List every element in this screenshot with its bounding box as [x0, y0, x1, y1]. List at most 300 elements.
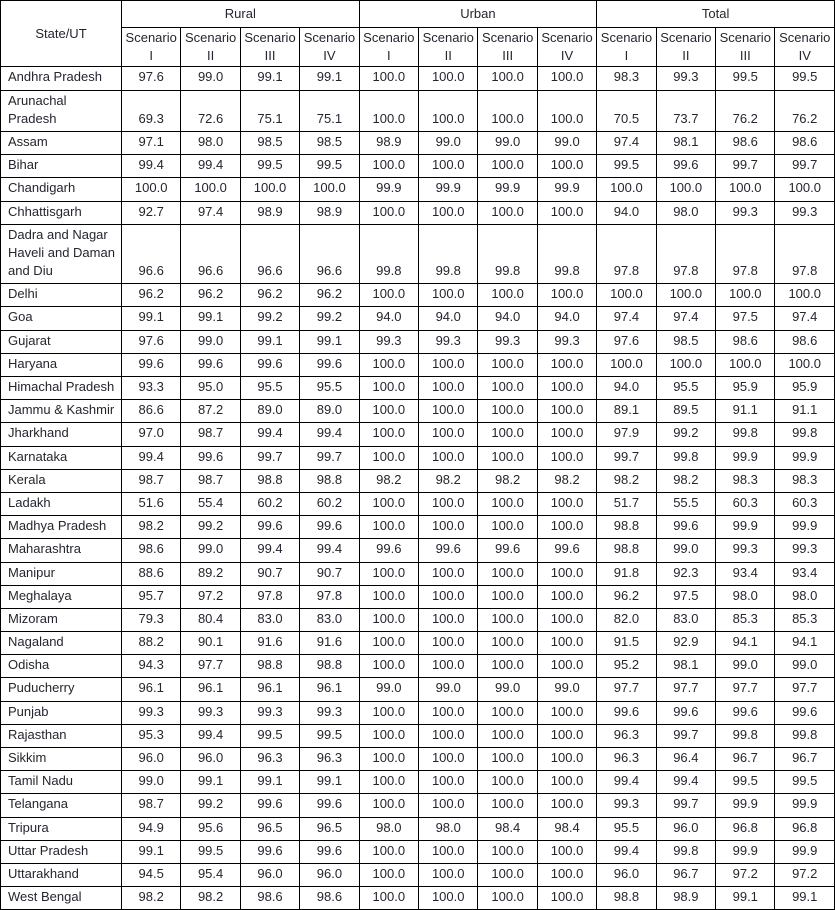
value-cell: 87.2: [181, 400, 240, 423]
value-cell: 96.6: [240, 224, 299, 284]
value-cell: 100.0: [359, 155, 418, 178]
value-cell: 99.8: [775, 423, 835, 446]
value-cell: 100.0: [478, 90, 537, 131]
value-cell: 97.8: [597, 224, 656, 284]
scenario-header-total-3: Scenario III: [716, 28, 775, 67]
table-row: [1, 446, 835, 469]
value-cell: 98.0: [359, 817, 418, 840]
value-cell: 97.8: [716, 224, 775, 284]
value-cell: 97.4: [775, 307, 835, 330]
state-name: Meghalaya: [1, 585, 122, 608]
table-row: [1, 330, 835, 353]
value-cell: 97.7: [597, 678, 656, 701]
value-cell: 98.6: [716, 131, 775, 154]
group-header-urban: Urban: [359, 1, 597, 28]
value-cell: 99.4: [122, 155, 181, 178]
value-cell: 95.5: [597, 817, 656, 840]
value-cell: 99.6: [359, 539, 418, 562]
value-cell: 99.7: [775, 155, 835, 178]
value-cell: 98.9: [300, 201, 359, 224]
value-cell: 100.0: [656, 284, 715, 307]
value-cell: 96.2: [122, 284, 181, 307]
value-cell: 100.0: [478, 771, 537, 794]
value-cell: 99.3: [716, 201, 775, 224]
value-cell: 100.0: [359, 840, 418, 863]
group-header-row: [1, 1, 835, 28]
value-cell: 100.0: [478, 863, 537, 886]
value-cell: 99.3: [716, 539, 775, 562]
table-row: [1, 817, 835, 840]
value-cell: 55.4: [181, 492, 240, 515]
value-cell: 60.2: [300, 492, 359, 515]
value-cell: 89.1: [597, 400, 656, 423]
value-cell: 100.0: [537, 423, 596, 446]
value-cell: 99.8: [775, 724, 835, 747]
value-cell: 99.5: [300, 724, 359, 747]
value-cell: 96.1: [122, 678, 181, 701]
value-cell: 100.0: [537, 492, 596, 515]
value-cell: 100.0: [478, 492, 537, 515]
value-cell: 100.0: [478, 632, 537, 655]
table-row: [1, 307, 835, 330]
value-cell: 99.7: [656, 724, 715, 747]
value-cell: 100.0: [537, 608, 596, 631]
value-cell: 99.6: [240, 840, 299, 863]
table-row: [1, 155, 835, 178]
value-cell: 100.0: [775, 178, 835, 201]
value-cell: 100.0: [537, 562, 596, 585]
state-name: Gujarat: [1, 330, 122, 353]
value-cell: 95.6: [181, 817, 240, 840]
value-cell: 100.0: [240, 178, 299, 201]
value-cell: 97.1: [122, 131, 181, 154]
scenario-header-total-4: Scenario IV: [775, 28, 835, 67]
value-cell: 95.7: [122, 585, 181, 608]
group-header-total: Total: [597, 1, 835, 28]
value-cell: 100.0: [478, 701, 537, 724]
value-cell: 96.6: [122, 224, 181, 284]
value-cell: 99.1: [181, 307, 240, 330]
value-cell: 97.8: [656, 224, 715, 284]
value-cell: 100.0: [419, 446, 478, 469]
value-cell: 99.9: [716, 794, 775, 817]
value-cell: 99.0: [181, 539, 240, 562]
value-cell: 99.3: [597, 794, 656, 817]
value-cell: 100.0: [359, 201, 418, 224]
value-cell: 99.6: [181, 353, 240, 376]
value-cell: 100.0: [359, 562, 418, 585]
value-cell: 97.8: [300, 585, 359, 608]
state-name: Tamil Nadu: [1, 771, 122, 794]
value-cell: 98.8: [300, 655, 359, 678]
value-cell: 97.2: [181, 585, 240, 608]
table-row: [1, 863, 835, 886]
value-cell: 89.0: [240, 400, 299, 423]
value-cell: 100.0: [537, 701, 596, 724]
value-cell: 51.7: [597, 492, 656, 515]
value-cell: 99.5: [597, 155, 656, 178]
state-name: Karnataka: [1, 446, 122, 469]
value-cell: 98.8: [240, 655, 299, 678]
value-cell: 89.2: [181, 562, 240, 585]
value-cell: 99.5: [240, 155, 299, 178]
value-cell: 99.4: [240, 539, 299, 562]
value-cell: 98.0: [181, 131, 240, 154]
value-cell: 100.0: [537, 794, 596, 817]
value-cell: 99.3: [656, 67, 715, 90]
value-cell: 99.3: [240, 701, 299, 724]
value-cell: 90.7: [300, 562, 359, 585]
value-cell: 99.9: [775, 840, 835, 863]
table-row: [1, 678, 835, 701]
value-cell: 100.0: [419, 887, 478, 910]
value-cell: 99.4: [300, 539, 359, 562]
table-row: [1, 353, 835, 376]
value-cell: 99.7: [300, 446, 359, 469]
value-cell: 99.1: [122, 307, 181, 330]
value-cell: 100.0: [478, 155, 537, 178]
value-cell: 99.6: [300, 840, 359, 863]
value-cell: 94.1: [716, 632, 775, 655]
value-cell: 96.6: [300, 224, 359, 284]
value-cell: 100.0: [359, 863, 418, 886]
value-cell: 96.3: [597, 724, 656, 747]
scenario-header-rural-1: Scenario I: [122, 28, 181, 67]
value-cell: 96.2: [597, 585, 656, 608]
value-cell: 94.5: [122, 863, 181, 886]
value-cell: 99.8: [419, 224, 478, 284]
value-cell: 85.3: [775, 608, 835, 631]
value-cell: 99.5: [716, 67, 775, 90]
value-cell: 60.2: [240, 492, 299, 515]
value-cell: 99.6: [716, 701, 775, 724]
value-cell: 99.9: [419, 178, 478, 201]
scenario-header-rural-4: Scenario IV: [300, 28, 359, 67]
table-row: [1, 400, 835, 423]
value-cell: 97.5: [656, 585, 715, 608]
table-row: [1, 887, 835, 910]
value-cell: 100.0: [419, 562, 478, 585]
value-cell: 100.0: [656, 353, 715, 376]
value-cell: 99.6: [300, 516, 359, 539]
value-cell: 95.4: [181, 863, 240, 886]
value-cell: 100.0: [537, 863, 596, 886]
value-cell: 99.6: [656, 516, 715, 539]
value-cell: 100.0: [537, 377, 596, 400]
value-cell: 98.2: [181, 887, 240, 910]
value-cell: 100.0: [656, 178, 715, 201]
value-cell: 82.0: [597, 608, 656, 631]
value-cell: 99.8: [716, 724, 775, 747]
value-cell: 75.1: [240, 90, 299, 131]
value-cell: 91.8: [597, 562, 656, 585]
value-cell: 99.9: [359, 178, 418, 201]
state-name: Tripura: [1, 817, 122, 840]
value-cell: 98.2: [478, 469, 537, 492]
value-cell: 96.7: [716, 748, 775, 771]
value-cell: 96.3: [597, 748, 656, 771]
table-row: [1, 585, 835, 608]
value-cell: 96.0: [181, 748, 240, 771]
value-cell: 100.0: [419, 585, 478, 608]
value-cell: 97.9: [597, 423, 656, 446]
value-cell: 96.0: [597, 863, 656, 886]
value-cell: 76.2: [716, 90, 775, 131]
value-cell: 99.1: [300, 330, 359, 353]
value-cell: 100.0: [478, 516, 537, 539]
value-cell: 99.1: [716, 887, 775, 910]
value-cell: 98.8: [597, 539, 656, 562]
value-cell: 100.0: [597, 353, 656, 376]
value-cell: 98.0: [716, 585, 775, 608]
value-cell: 100.0: [419, 748, 478, 771]
value-cell: 90.1: [181, 632, 240, 655]
state-name: Goa: [1, 307, 122, 330]
value-cell: 97.4: [656, 307, 715, 330]
value-cell: 97.7: [775, 678, 835, 701]
value-cell: 100.0: [537, 400, 596, 423]
value-cell: 98.3: [775, 469, 835, 492]
value-cell: 80.4: [181, 608, 240, 631]
value-cell: 99.9: [478, 178, 537, 201]
value-cell: 91.1: [716, 400, 775, 423]
value-cell: 100.0: [478, 608, 537, 631]
value-cell: 100.0: [419, 724, 478, 747]
value-cell: 99.2: [656, 423, 715, 446]
scenario-header-row: [1, 28, 835, 67]
value-cell: 96.7: [775, 748, 835, 771]
value-cell: 98.9: [240, 201, 299, 224]
value-cell: 92.3: [656, 562, 715, 585]
group-header-rural: Rural: [122, 1, 360, 28]
state-name: Maharashtra: [1, 539, 122, 562]
value-cell: 98.2: [122, 516, 181, 539]
state-name: Punjab: [1, 701, 122, 724]
value-cell: 55.5: [656, 492, 715, 515]
value-cell: 100.0: [478, 423, 537, 446]
value-cell: 99.6: [656, 155, 715, 178]
value-cell: 99.4: [240, 423, 299, 446]
value-cell: 99.0: [359, 678, 418, 701]
value-cell: 98.8: [597, 516, 656, 539]
value-cell: 91.6: [300, 632, 359, 655]
value-cell: 96.6: [181, 224, 240, 284]
value-cell: 83.0: [240, 608, 299, 631]
value-cell: 100.0: [359, 794, 418, 817]
value-cell: 100.0: [478, 377, 537, 400]
value-cell: 91.6: [240, 632, 299, 655]
value-cell: 99.0: [478, 678, 537, 701]
value-cell: 100.0: [597, 178, 656, 201]
table-row: [1, 840, 835, 863]
value-cell: 98.6: [300, 887, 359, 910]
value-cell: 98.9: [656, 887, 715, 910]
value-cell: 100.0: [537, 585, 596, 608]
value-cell: 100.0: [419, 863, 478, 886]
value-cell: 97.5: [716, 307, 775, 330]
value-cell: 96.0: [122, 748, 181, 771]
value-cell: 95.5: [240, 377, 299, 400]
value-cell: 98.1: [656, 131, 715, 154]
value-cell: 99.0: [716, 655, 775, 678]
value-cell: 97.4: [597, 307, 656, 330]
state-name: Manipur: [1, 562, 122, 585]
table-row: [1, 178, 835, 201]
value-cell: 97.8: [240, 585, 299, 608]
value-cell: 97.6: [597, 330, 656, 353]
value-cell: 99.6: [419, 539, 478, 562]
value-cell: 98.6: [716, 330, 775, 353]
value-cell: 100.0: [537, 724, 596, 747]
value-cell: 100.0: [419, 794, 478, 817]
value-cell: 99.6: [300, 353, 359, 376]
value-cell: 98.7: [122, 794, 181, 817]
table-row: [1, 794, 835, 817]
value-cell: 100.0: [537, 67, 596, 90]
value-cell: 100.0: [775, 284, 835, 307]
value-cell: 100.0: [419, 771, 478, 794]
table-row: [1, 224, 835, 284]
table-row: [1, 377, 835, 400]
value-cell: 100.0: [419, 67, 478, 90]
value-cell: 96.1: [181, 678, 240, 701]
value-cell: 98.0: [419, 817, 478, 840]
value-cell: 73.7: [656, 90, 715, 131]
value-cell: 99.0: [419, 131, 478, 154]
value-cell: 99.1: [240, 771, 299, 794]
value-cell: 99.2: [300, 307, 359, 330]
value-cell: 96.2: [181, 284, 240, 307]
value-cell: 100.0: [359, 608, 418, 631]
state-name: Puducherry: [1, 678, 122, 701]
value-cell: 93.4: [775, 562, 835, 585]
value-cell: 99.1: [300, 67, 359, 90]
value-cell: 99.7: [240, 446, 299, 469]
value-cell: 99.4: [181, 155, 240, 178]
value-cell: 99.1: [775, 887, 835, 910]
value-cell: 100.0: [359, 748, 418, 771]
value-cell: 98.9: [359, 131, 418, 154]
value-cell: 98.2: [656, 469, 715, 492]
value-cell: 96.8: [716, 817, 775, 840]
value-cell: 100.0: [716, 178, 775, 201]
value-cell: 100.0: [359, 353, 418, 376]
value-cell: 93.4: [716, 562, 775, 585]
value-cell: 95.9: [716, 377, 775, 400]
value-cell: 99.6: [240, 353, 299, 376]
value-cell: 99.3: [181, 701, 240, 724]
value-cell: 99.0: [775, 655, 835, 678]
state-name: Dadra and Nagar Haveli and Daman and Diu: [1, 224, 122, 284]
value-cell: 100.0: [419, 840, 478, 863]
value-cell: 100.0: [537, 446, 596, 469]
value-cell: 99.4: [597, 840, 656, 863]
value-cell: 99.6: [122, 353, 181, 376]
state-name: Haryana: [1, 353, 122, 376]
table-row: [1, 539, 835, 562]
value-cell: 99.6: [240, 794, 299, 817]
value-cell: 96.3: [300, 748, 359, 771]
value-cell: 89.5: [656, 400, 715, 423]
value-cell: 99.0: [181, 67, 240, 90]
value-cell: 100.0: [419, 90, 478, 131]
table-body: [1, 67, 835, 910]
value-cell: 94.1: [775, 632, 835, 655]
value-cell: 96.0: [300, 863, 359, 886]
value-cell: 100.0: [359, 585, 418, 608]
value-cell: 100.0: [597, 284, 656, 307]
value-cell: 99.6: [775, 701, 835, 724]
value-cell: 100.0: [359, 446, 418, 469]
value-cell: 76.2: [775, 90, 835, 131]
table-row: [1, 771, 835, 794]
value-cell: 96.4: [656, 748, 715, 771]
state-name: Nagaland: [1, 632, 122, 655]
value-cell: 89.0: [300, 400, 359, 423]
value-cell: 99.9: [775, 516, 835, 539]
value-cell: 99.0: [656, 539, 715, 562]
scenario-header-total-2: Scenario II: [656, 28, 715, 67]
table-row: [1, 201, 835, 224]
value-cell: 95.3: [122, 724, 181, 747]
value-cell: 100.0: [478, 887, 537, 910]
value-cell: 98.5: [656, 330, 715, 353]
value-cell: 98.4: [478, 817, 537, 840]
value-cell: 100.0: [478, 724, 537, 747]
value-cell: 96.3: [240, 748, 299, 771]
value-cell: 100.0: [537, 155, 596, 178]
state-name: Kerala: [1, 469, 122, 492]
value-cell: 100.0: [478, 400, 537, 423]
value-cell: 99.8: [359, 224, 418, 284]
table-row: [1, 492, 835, 515]
scenario-header-urban-2: Scenario II: [419, 28, 478, 67]
value-cell: 98.8: [240, 469, 299, 492]
value-cell: 91.1: [775, 400, 835, 423]
state-name: Andhra Pradesh: [1, 67, 122, 90]
value-cell: 100.0: [359, 423, 418, 446]
value-cell: 97.7: [181, 655, 240, 678]
value-cell: 99.0: [537, 678, 596, 701]
value-cell: 96.2: [240, 284, 299, 307]
value-cell: 96.5: [240, 817, 299, 840]
value-cell: 98.7: [122, 469, 181, 492]
value-cell: 90.7: [240, 562, 299, 585]
state-name: Ladakh: [1, 492, 122, 515]
value-cell: 98.5: [300, 131, 359, 154]
value-cell: 99.2: [181, 516, 240, 539]
value-cell: 100.0: [359, 284, 418, 307]
value-cell: 97.7: [656, 678, 715, 701]
value-cell: 97.2: [716, 863, 775, 886]
value-cell: 100.0: [359, 701, 418, 724]
table-row: [1, 724, 835, 747]
value-cell: 98.2: [359, 469, 418, 492]
value-cell: 99.6: [181, 446, 240, 469]
value-cell: 100.0: [537, 632, 596, 655]
value-cell: 99.1: [181, 771, 240, 794]
value-cell: 83.0: [656, 608, 715, 631]
value-cell: 96.1: [300, 678, 359, 701]
table-row: [1, 562, 835, 585]
value-cell: 99.2: [240, 307, 299, 330]
value-cell: 98.4: [537, 817, 596, 840]
value-cell: 100.0: [537, 90, 596, 131]
value-cell: 98.8: [597, 887, 656, 910]
value-cell: 99.8: [656, 446, 715, 469]
value-cell: 92.7: [122, 201, 181, 224]
value-cell: 92.9: [656, 632, 715, 655]
